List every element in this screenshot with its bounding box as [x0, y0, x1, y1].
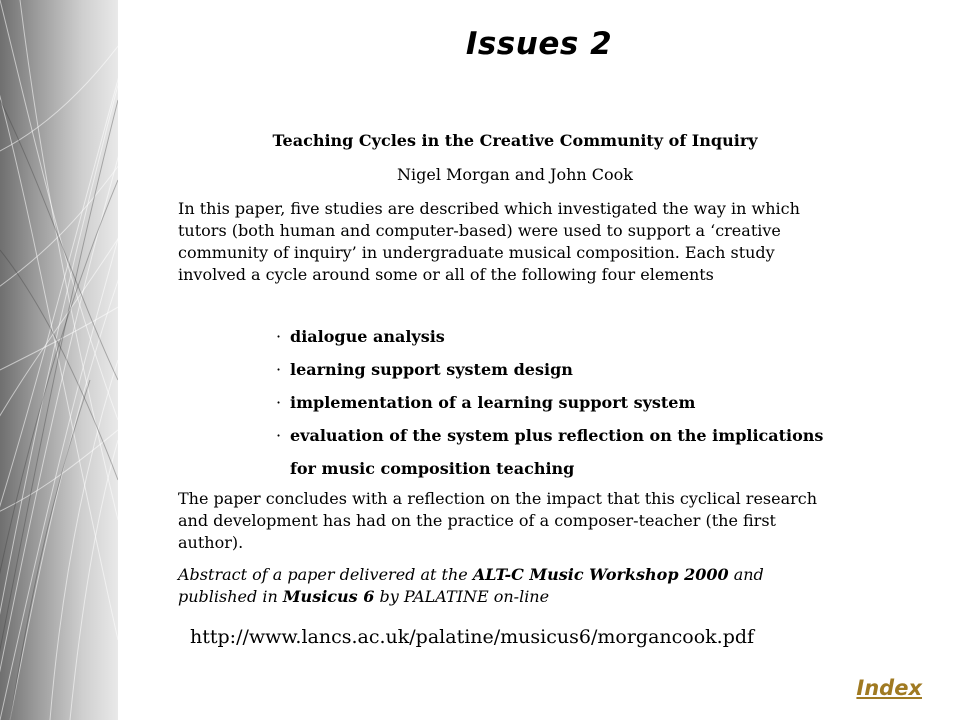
bullet-icon: ·	[276, 426, 282, 445]
paper-conclusion: The paper concludes with a reflection on the impact that this cyclical research and development has had on the practice of a composer-teacher (the first author).	[178, 489, 818, 552]
page-title: Issues 2	[465, 26, 613, 62]
list-item-text: learning support system design	[290, 360, 573, 379]
paper-url[interactable]: http://www.lancs.ac.uk/palatine/musicus6/morgancook.pdf	[190, 626, 755, 648]
journal-name: Musicus 6	[282, 587, 375, 606]
bullet-icon: ·	[276, 360, 282, 379]
list-item-text: implementation of a learning support system	[290, 393, 696, 412]
list-item	[276, 419, 836, 485]
abstract-note	[178, 564, 833, 608]
abstract-note-text: by PALATINE on-line	[374, 587, 550, 606]
paper-authors: Nigel Morgan and John Cook	[397, 165, 633, 184]
elements-list	[276, 320, 836, 485]
bullet-icon: ·	[276, 393, 282, 412]
paper-intro: In this paper, five studies are described which investigated the way in which tutors (both human and computer-based) were used to support a ‘creative community of inquiry’ in undergraduate musical composition. Each study involved a cycle around some or all of the following four elements	[178, 199, 800, 284]
list-item-text: evaluation of the system plus reflection on the implications for music composition teaching	[290, 426, 824, 478]
side-decoration-image	[0, 0, 118, 720]
paper-title: Teaching Cycles in the Creative Community of Inquiry	[272, 131, 758, 150]
abstract-note-text: and published in	[178, 565, 764, 606]
list-item	[276, 320, 836, 353]
grass-feather-illustration	[0, 0, 118, 720]
list-item	[276, 386, 836, 419]
index-link[interactable]: Index	[856, 676, 922, 700]
abstract-note-text: Abstract of a paper delivered at the	[178, 565, 473, 584]
list-item	[276, 353, 836, 386]
list-item-text: dialogue analysis	[290, 327, 445, 346]
event-name: ALT-C Music Workshop 2000	[472, 565, 729, 584]
bullet-icon: ·	[276, 327, 282, 346]
